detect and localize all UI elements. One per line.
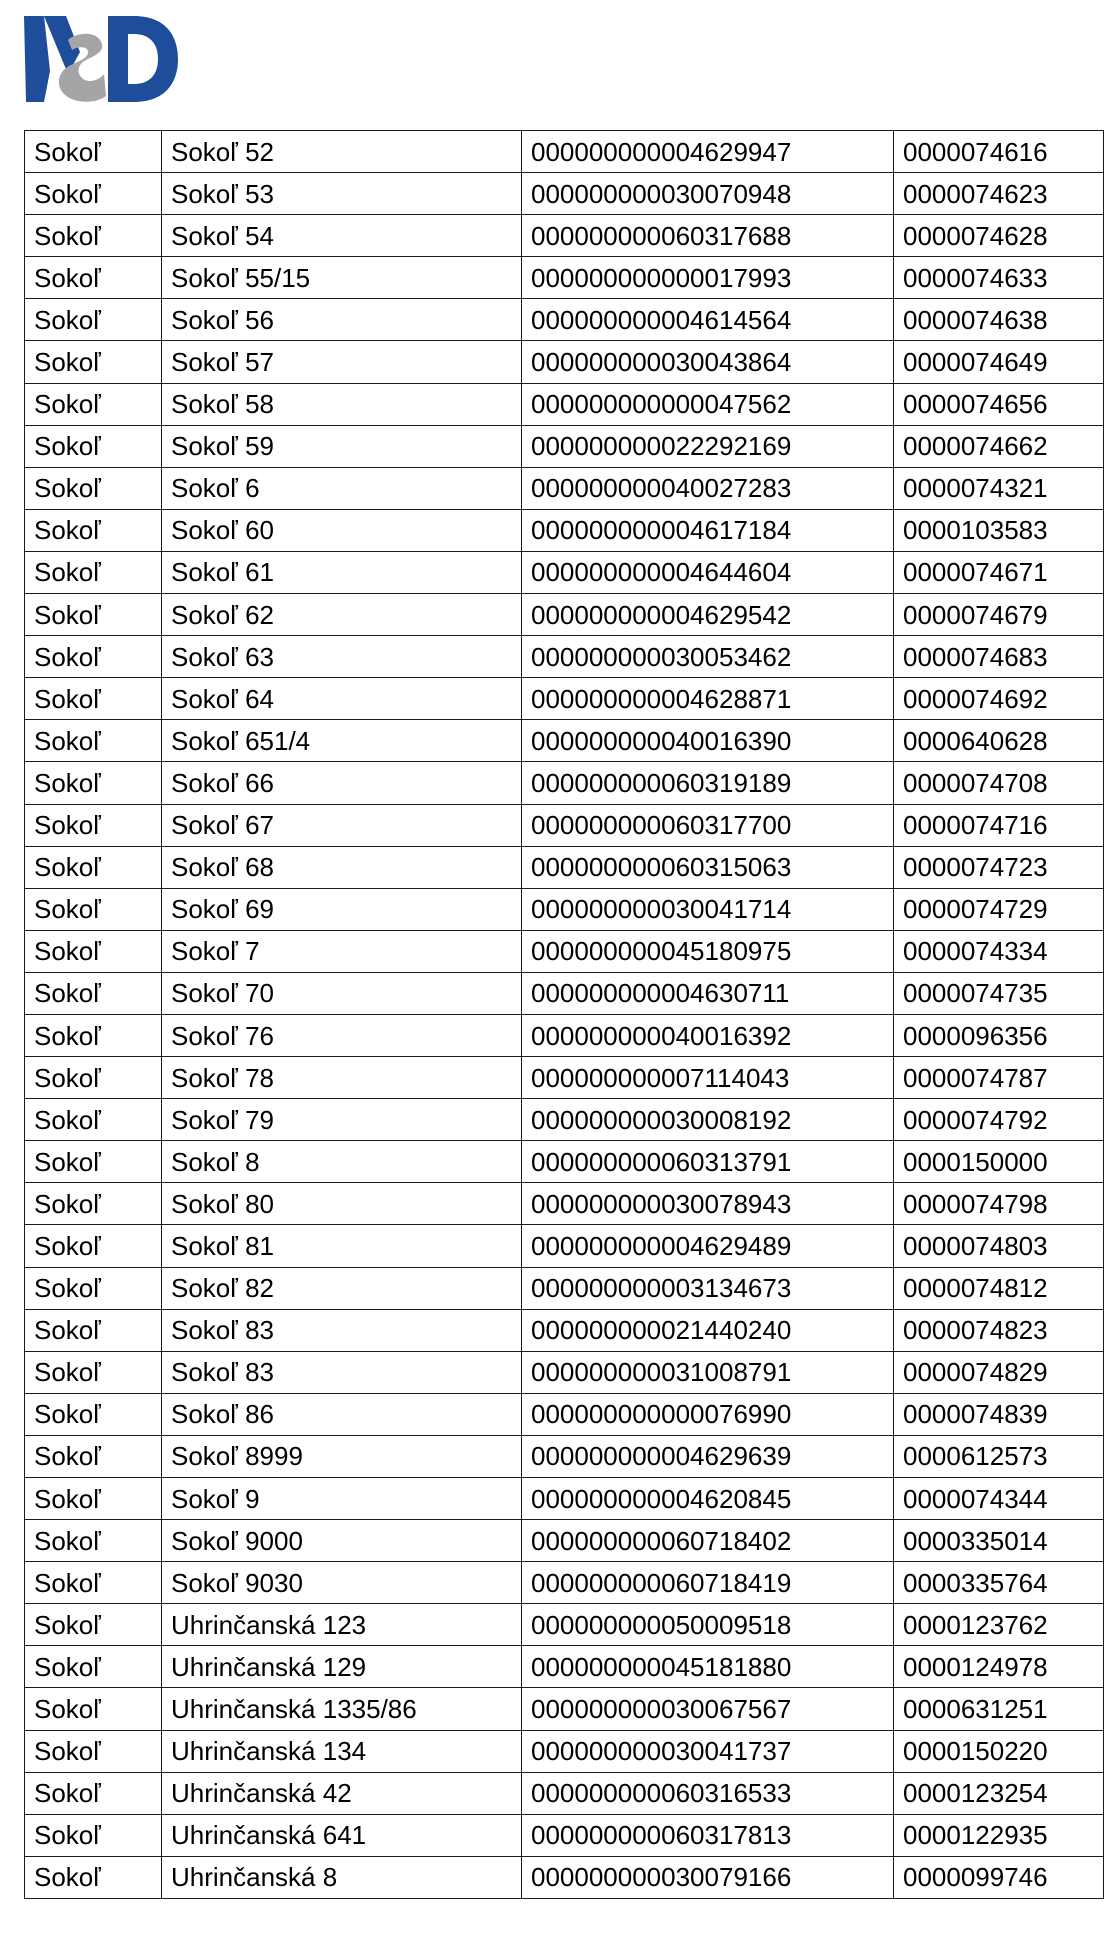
locality-cell: Sokoľ — [25, 383, 162, 425]
table-row — [25, 131, 1104, 173]
address-cell: Sokoľ 61 — [162, 551, 522, 593]
table-row — [25, 215, 1104, 257]
address-cell: Sokoľ 9000 — [162, 1520, 522, 1562]
locality-cell: Sokoľ — [25, 594, 162, 636]
table-row — [25, 1225, 1104, 1267]
code-cell: 0000074638 — [894, 299, 1104, 341]
table-row — [25, 1730, 1104, 1772]
table-row — [25, 257, 1104, 299]
table-row — [25, 888, 1104, 930]
locality-cell: Sokoľ — [25, 720, 162, 762]
table-row — [25, 1772, 1104, 1814]
address-cell: Sokoľ 86 — [162, 1393, 522, 1435]
id-number-cell: 000000000004617184 — [522, 509, 894, 551]
code-cell: 0000074735 — [894, 972, 1104, 1014]
id-number-cell: 000000000000076990 — [522, 1393, 894, 1435]
code-cell: 0000074616 — [894, 131, 1104, 173]
table-row — [25, 341, 1104, 383]
id-number-cell: 000000000003134673 — [522, 1267, 894, 1309]
code-cell: 0000074692 — [894, 678, 1104, 720]
locality-cell: Sokoľ — [25, 1225, 162, 1267]
address-cell: Sokoľ 55/15 — [162, 257, 522, 299]
id-number-cell: 000000000004644604 — [522, 551, 894, 593]
id-number-cell: 000000000004630711 — [522, 972, 894, 1014]
locality-cell: Sokoľ — [25, 131, 162, 173]
address-cell: Sokoľ 8999 — [162, 1435, 522, 1477]
table-row — [25, 1141, 1104, 1183]
id-number-cell: 000000000030041737 — [522, 1730, 894, 1772]
locality-cell: Sokoľ — [25, 1435, 162, 1477]
table-row — [25, 1814, 1104, 1856]
locality-cell: Sokoľ — [25, 678, 162, 720]
address-cell: Sokoľ 54 — [162, 215, 522, 257]
vsd-logo — [24, 16, 178, 102]
code-cell: 0000074628 — [894, 215, 1104, 257]
code-cell: 0000124978 — [894, 1646, 1104, 1688]
table-row — [25, 383, 1104, 425]
code-cell: 0000074787 — [894, 1057, 1104, 1099]
id-number-cell: 000000000040016390 — [522, 720, 894, 762]
code-cell: 0000612573 — [894, 1435, 1104, 1477]
code-cell: 0000096356 — [894, 1014, 1104, 1056]
table-row — [25, 1478, 1104, 1520]
code-cell: 0000074633 — [894, 257, 1104, 299]
id-number-cell: 000000000004629639 — [522, 1435, 894, 1477]
locality-cell: Sokoľ — [25, 1351, 162, 1393]
table-row — [25, 804, 1104, 846]
table-row — [25, 1435, 1104, 1477]
table-row — [25, 467, 1104, 509]
table-row — [25, 594, 1104, 636]
id-number-cell: 000000000004620845 — [522, 1478, 894, 1520]
table-body — [25, 131, 1104, 1899]
id-number-cell: 000000000060317813 — [522, 1814, 894, 1856]
id-number-cell: 000000000004629947 — [522, 131, 894, 173]
code-cell: 0000074812 — [894, 1267, 1104, 1309]
address-cell: Sokoľ 52 — [162, 131, 522, 173]
table-row — [25, 972, 1104, 1014]
table-row — [25, 1309, 1104, 1351]
code-cell: 0000074334 — [894, 930, 1104, 972]
id-number-cell: 000000000007114043 — [522, 1057, 894, 1099]
locality-cell: Sokoľ — [25, 1772, 162, 1814]
table-row — [25, 1014, 1104, 1056]
locality-cell: Sokoľ — [25, 1604, 162, 1646]
code-cell: 0000103583 — [894, 509, 1104, 551]
address-cell: Sokoľ 6 — [162, 467, 522, 509]
locality-cell: Sokoľ — [25, 551, 162, 593]
code-cell: 0000074829 — [894, 1351, 1104, 1393]
code-cell: 0000074679 — [894, 594, 1104, 636]
id-number-cell: 000000000022292169 — [522, 425, 894, 467]
id-number-cell: 000000000045181880 — [522, 1646, 894, 1688]
code-cell: 0000074683 — [894, 636, 1104, 678]
locality-cell: Sokoľ — [25, 509, 162, 551]
address-cell: Sokoľ 83 — [162, 1351, 522, 1393]
locality-cell: Sokoľ — [25, 1814, 162, 1856]
address-cell: Sokoľ 78 — [162, 1057, 522, 1099]
id-number-cell: 000000000000017993 — [522, 257, 894, 299]
locality-cell: Sokoľ — [25, 762, 162, 804]
address-cell: Sokoľ 651/4 — [162, 720, 522, 762]
address-cell: Uhrinčanská 1335/86 — [162, 1688, 522, 1730]
id-number-cell: 000000000045180975 — [522, 930, 894, 972]
table-row — [25, 1393, 1104, 1435]
code-cell: 0000335014 — [894, 1520, 1104, 1562]
code-cell: 0000099746 — [894, 1856, 1104, 1898]
table-row — [25, 1688, 1104, 1730]
address-cell: Sokoľ 8 — [162, 1141, 522, 1183]
code-cell: 0000631251 — [894, 1688, 1104, 1730]
code-cell: 0000074708 — [894, 762, 1104, 804]
address-cell: Uhrinčanská 641 — [162, 1814, 522, 1856]
code-cell: 0000074803 — [894, 1225, 1104, 1267]
code-cell: 0000074321 — [894, 467, 1104, 509]
locality-cell: Sokoľ — [25, 1014, 162, 1056]
id-number-cell: 000000000004628871 — [522, 678, 894, 720]
table-row — [25, 1099, 1104, 1141]
code-cell: 0000074839 — [894, 1393, 1104, 1435]
table-row — [25, 1057, 1104, 1099]
address-cell: Uhrinčanská 8 — [162, 1856, 522, 1898]
table-row — [25, 299, 1104, 341]
locality-cell: Sokoľ — [25, 467, 162, 509]
id-number-cell: 000000000030043864 — [522, 341, 894, 383]
code-cell: 0000074792 — [894, 1099, 1104, 1141]
id-number-cell: 000000000030053462 — [522, 636, 894, 678]
code-cell: 0000150000 — [894, 1141, 1104, 1183]
address-cell: Sokoľ 53 — [162, 173, 522, 215]
code-cell: 0000150220 — [894, 1730, 1104, 1772]
table-row — [25, 762, 1104, 804]
locality-cell: Sokoľ — [25, 636, 162, 678]
code-cell: 0000122935 — [894, 1814, 1104, 1856]
locality-cell: Sokoľ — [25, 1267, 162, 1309]
code-cell: 0000074662 — [894, 425, 1104, 467]
locality-cell: Sokoľ — [25, 972, 162, 1014]
address-cell: Sokoľ 82 — [162, 1267, 522, 1309]
locality-cell: Sokoľ — [25, 930, 162, 972]
address-cell: Sokoľ 59 — [162, 425, 522, 467]
address-cell: Sokoľ 81 — [162, 1225, 522, 1267]
locality-cell: Sokoľ — [25, 425, 162, 467]
address-cell: Sokoľ 9030 — [162, 1562, 522, 1604]
id-number-cell: 000000000060315063 — [522, 846, 894, 888]
locality-cell: Sokoľ — [25, 1478, 162, 1520]
address-cell: Sokoľ 62 — [162, 594, 522, 636]
id-number-cell: 000000000060718419 — [522, 1562, 894, 1604]
table-row — [25, 636, 1104, 678]
table-row — [25, 1267, 1104, 1309]
table-row — [25, 551, 1104, 593]
locality-cell: Sokoľ — [25, 1141, 162, 1183]
locality-cell: Sokoľ — [25, 1856, 162, 1898]
id-number-cell: 000000000030008192 — [522, 1099, 894, 1141]
code-cell: 0000123762 — [894, 1604, 1104, 1646]
locality-cell: Sokoľ — [25, 1562, 162, 1604]
locality-cell: Sokoľ — [25, 1309, 162, 1351]
address-cell: Sokoľ 66 — [162, 762, 522, 804]
locality-cell: Sokoľ — [25, 888, 162, 930]
locality-cell: Sokoľ — [25, 846, 162, 888]
table-row — [25, 678, 1104, 720]
address-cell: Sokoľ 56 — [162, 299, 522, 341]
id-number-cell: 000000000060313791 — [522, 1141, 894, 1183]
code-cell: 0000074656 — [894, 383, 1104, 425]
address-cell: Sokoľ 68 — [162, 846, 522, 888]
address-cell: Sokoľ 80 — [162, 1183, 522, 1225]
address-cell: Sokoľ 60 — [162, 509, 522, 551]
table-row — [25, 1351, 1104, 1393]
code-cell: 0000074823 — [894, 1309, 1104, 1351]
locality-cell: Sokoľ — [25, 1520, 162, 1562]
table-row — [25, 509, 1104, 551]
locality-cell: Sokoľ — [25, 1057, 162, 1099]
id-number-cell: 000000000030078943 — [522, 1183, 894, 1225]
locality-cell: Sokoľ — [25, 1099, 162, 1141]
code-cell: 0000074671 — [894, 551, 1104, 593]
address-cell: Uhrinčanská 123 — [162, 1604, 522, 1646]
id-number-cell: 000000000031008791 — [522, 1351, 894, 1393]
address-cell: Sokoľ 57 — [162, 341, 522, 383]
code-cell: 0000074798 — [894, 1183, 1104, 1225]
id-number-cell: 000000000030067567 — [522, 1688, 894, 1730]
id-number-cell: 000000000060316533 — [522, 1772, 894, 1814]
address-cell: Sokoľ 76 — [162, 1014, 522, 1056]
locality-cell: Sokoľ — [25, 215, 162, 257]
table-row — [25, 173, 1104, 215]
code-cell: 0000074729 — [894, 888, 1104, 930]
locality-cell: Sokoľ — [25, 173, 162, 215]
address-cell: Sokoľ 70 — [162, 972, 522, 1014]
table-row — [25, 1646, 1104, 1688]
address-cell: Uhrinčanská 134 — [162, 1730, 522, 1772]
id-number-cell: 000000000021440240 — [522, 1309, 894, 1351]
locality-cell: Sokoľ — [25, 1688, 162, 1730]
id-number-cell: 000000000030079166 — [522, 1856, 894, 1898]
address-cell: Uhrinčanská 129 — [162, 1646, 522, 1688]
address-cell: Sokoľ 63 — [162, 636, 522, 678]
code-cell: 0000074716 — [894, 804, 1104, 846]
id-number-cell: 000000000004629489 — [522, 1225, 894, 1267]
id-number-cell: 000000000050009518 — [522, 1604, 894, 1646]
table-row — [25, 1856, 1104, 1898]
locality-cell: Sokoľ — [25, 1393, 162, 1435]
table-row — [25, 1562, 1104, 1604]
code-cell: 0000335764 — [894, 1562, 1104, 1604]
address-cell: Sokoľ 7 — [162, 930, 522, 972]
address-cell: Sokoľ 9 — [162, 1478, 522, 1520]
vsd-logo-mark — [24, 16, 178, 102]
address-cell: Sokoľ 58 — [162, 383, 522, 425]
address-cell: Sokoľ 64 — [162, 678, 522, 720]
logo-text — [24, 102, 25, 103]
id-number-cell: 000000000060317700 — [522, 804, 894, 846]
address-cell: Sokoľ 69 — [162, 888, 522, 930]
address-cell: Sokoľ 67 — [162, 804, 522, 846]
data-table — [24, 130, 1104, 1899]
code-cell: 0000123254 — [894, 1772, 1104, 1814]
locality-cell: Sokoľ — [25, 299, 162, 341]
locality-cell: Sokoľ — [25, 1183, 162, 1225]
id-number-cell: 000000000000047562 — [522, 383, 894, 425]
address-cell: Sokoľ 83 — [162, 1309, 522, 1351]
id-number-cell: 000000000030070948 — [522, 173, 894, 215]
id-number-cell: 000000000040027283 — [522, 467, 894, 509]
table-row — [25, 425, 1104, 467]
locality-cell: Sokoľ — [25, 1730, 162, 1772]
table-row — [25, 1183, 1104, 1225]
id-number-cell: 000000000004614564 — [522, 299, 894, 341]
table-row — [25, 930, 1104, 972]
locality-cell: Sokoľ — [25, 257, 162, 299]
id-number-cell: 000000000060317688 — [522, 215, 894, 257]
table-row — [25, 1604, 1104, 1646]
code-cell: 0000074649 — [894, 341, 1104, 383]
table-row — [25, 720, 1104, 762]
locality-cell: Sokoľ — [25, 804, 162, 846]
code-cell: 0000074723 — [894, 846, 1104, 888]
table-row — [25, 1520, 1104, 1562]
id-number-cell: 000000000060319189 — [522, 762, 894, 804]
table-row — [25, 846, 1104, 888]
code-cell: 0000640628 — [894, 720, 1104, 762]
id-number-cell: 000000000040016392 — [522, 1014, 894, 1056]
address-cell: Sokoľ 79 — [162, 1099, 522, 1141]
locality-cell: Sokoľ — [25, 341, 162, 383]
id-number-cell: 000000000030041714 — [522, 888, 894, 930]
code-cell: 0000074623 — [894, 173, 1104, 215]
locality-cell: Sokoľ — [25, 1646, 162, 1688]
code-cell: 0000074344 — [894, 1478, 1104, 1520]
id-number-cell: 000000000060718402 — [522, 1520, 894, 1562]
address-cell: Uhrinčanská 42 — [162, 1772, 522, 1814]
id-number-cell: 000000000004629542 — [522, 594, 894, 636]
